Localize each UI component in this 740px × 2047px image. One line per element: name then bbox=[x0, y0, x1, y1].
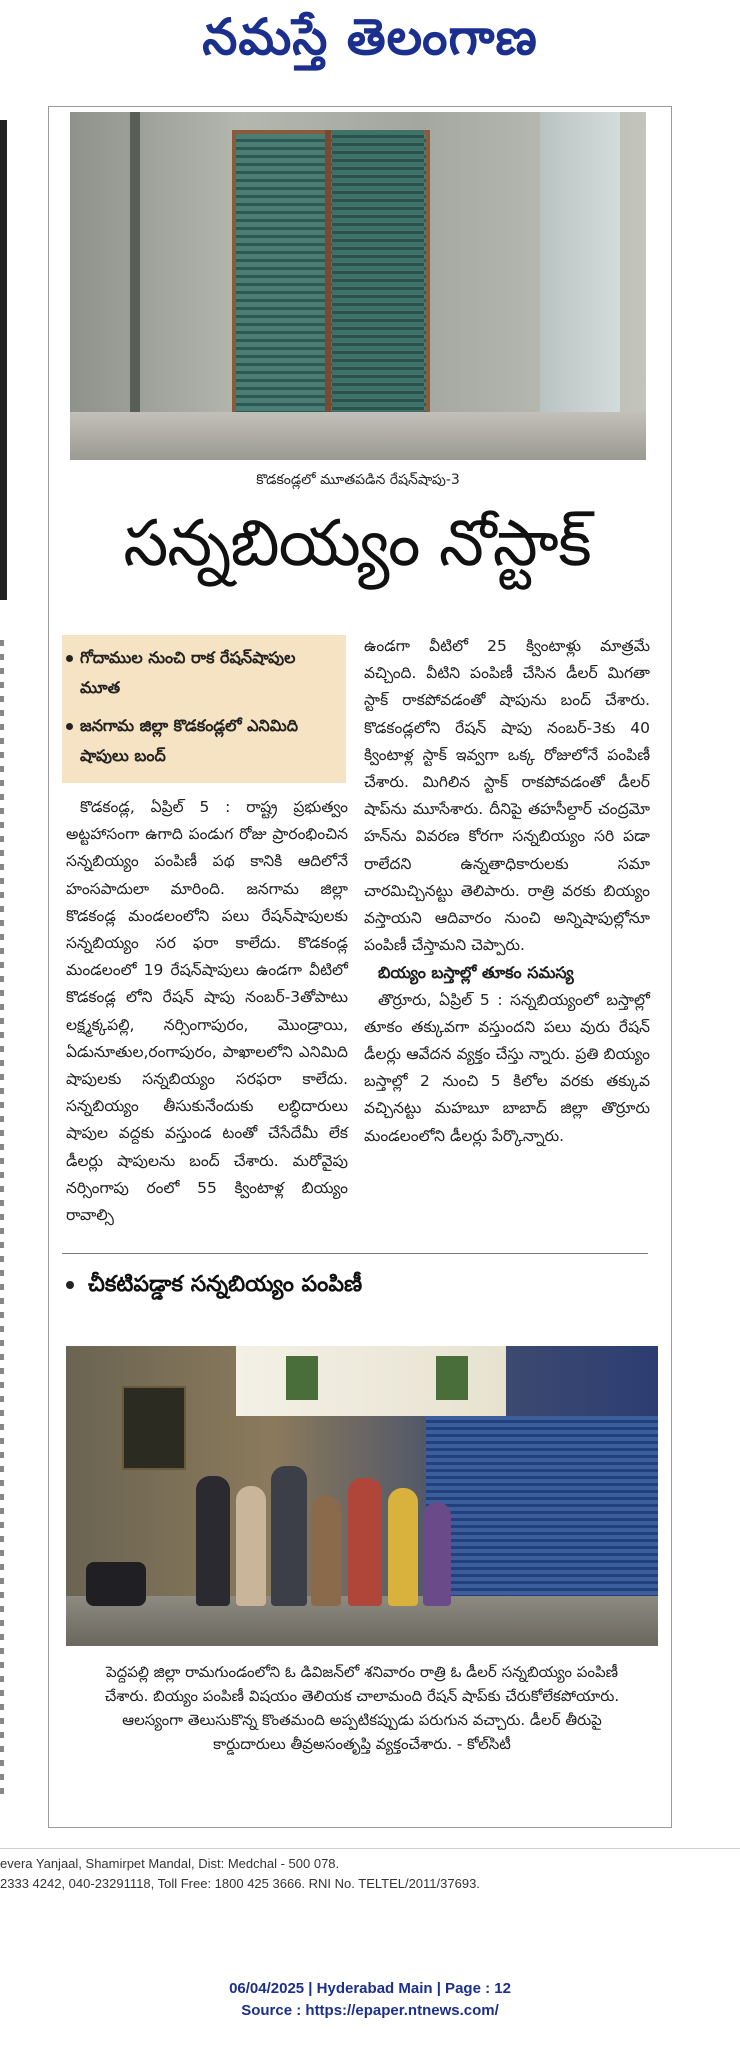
section-heading-text: చీకటిపడ్డాక సన్నబియ్యం పంపిణీ bbox=[88, 1272, 363, 1297]
article-headline: సన్నబియ్యం నోస్టాక్ bbox=[123, 507, 591, 581]
rice-distribution-photo bbox=[66, 1346, 658, 1646]
masthead-logo: నమస్తే తెలంగాణ bbox=[202, 7, 538, 66]
article-body-text: కొడకండ్ల, ఏప్రిల్ 5 : రాష్ట్ర ప్రభుత్వం అట్టహాసంగా ఉగాది పండుగ రోజు ప్రారంభించిన సన్నబియ్యం పంపిణీ పథ కానికి ఆదిలోనే హంసపాదులా మారింది. జనగామ జిల్లా కొడకండ్ల మండలంలోని పలు రేషన్‌షాపులకు సన్నబియ్యం సర ఫరా కాలేదు. కొడకండ్ల మండలంలో 19 రేషన్‌షాపులు ఉండగా వీటిలో కొడకండ్ల లోని రేషన్ షాపు నంబర్-3తోపాటు లక్ష్మక్కపల్లి, నర్సింగాపురం, మొండ్రాయి, ఏడునూతుల,రంగాపురం, పాఖాలలోని ఎనిమిది షాపులకు సన్నబియ్యం సరఫరా కాలేదు. సన్నబియ్యం తీసుకునేందుకు లబ్ధిదారులు షాపుల వద్దకు వస్తుండ టంతో చేసేదేమీ లేక డీలర్లు షాపులను బంద్ చేశారు. మరోవైపు నర్సింగాపు రంలో 55 క్వింటాళ్ల బియ్యం రావాల్సి bbox=[66, 798, 348, 1225]
article-body-text: తొర్రూరు, ఏప్రిల్ 5 : సన్నబియ్యంలో బస్తాల్లో తూకం తక్కువగా వస్తుందని పలు వురు రేషన్ డీలర్లు ఆవేదన వ్యక్తం చేస్తు న్నారు. ప్రతి బియ్యం బస్తాల్లో 2 నుంచి 5 కిలోల వరకు తక్కువ వచ్చినట్టు మహబూ బాబాద్ జిల్లా తొర్రూరు మండలంలోని డీలర్లు పేర్కొన్నారు. bbox=[364, 990, 650, 1145]
highlight-text: జనగామ జిల్లా కొడకండ్లలో ఎనిమిది షాపులు బంద్ bbox=[80, 716, 299, 765]
highlight-text: గోదాముల నుంచి రాక రేషన్‌షాపుల మూత bbox=[80, 648, 296, 697]
ration-shop-photo bbox=[70, 112, 646, 460]
article-column-2 bbox=[364, 633, 650, 1150]
source-link[interactable]: Source : https://epaper.ntnews.com/ bbox=[241, 2002, 499, 2019]
footer-address-line: 2333 4242, 040-23291118, Toll Free: 1800 425 3666. RNI No. TELTEL/2011/37693. bbox=[0, 1876, 480, 1891]
adjacent-column-edge bbox=[0, 120, 7, 600]
edition-info: 06/04/2025 | Hyderabad Main | Page : 12 bbox=[229, 1980, 511, 1997]
photo-caption: పెద్దపల్లి జిల్లా రామగుండంలోని ఓ డివిజన్‌లో శనివారం రాత్రి ఓ డీలర్ సన్నబియ్యం పంపిణీ చేశారు. బియ్యం పంపిణీ విషయం తెలియక చాలామంది రేషన్ షాప్‌కు చేరుకోలేకపోయారు. ఆలస్యంగా తెలుసుకొన్న కొంతమంది అప్పటికప్పుడు పరుగున వచ్చారు. డీలర్ తీరుపై కార్డుదారులు తీవ్రఅసంతృప్తి వ్యక్తంచేశారు. - కోల్‌సిటీ bbox=[104, 1663, 620, 1753]
footer-divider bbox=[0, 1848, 740, 1849]
section-divider bbox=[62, 1253, 648, 1254]
footer-address-line: evera Yanjaal, Shamirpet Mandal, Dist: Medchal - 500 078. bbox=[0, 1856, 340, 1871]
article-body-text: ఉండగా వీటిలో 25 క్వింటాళ్లు మాత్రమే వచ్చింది. వీటిని పంపిణీ చేసిన డీలర్ మిగతా స్టాక్ రాకపోవడంతో షాపును బంద్ చేశారు. కొడకండ్లలోని రేషన్ షాపు నంబర్-3కు 40 క్వింటాళ్ల స్టాక్ ఇవ్వగా ఒక్క రోజులోనే పంపిణీ చేశారు. మిగిలిన స్టాక్ రాకపోవడంతో డీలర్ షాప్‌ను మూసేశారు. దీనిపై తహసీల్దార్ చంద్రమో హన్‌ను వివరణ కోరగా సన్నబియ్యం సరి పడా రాలేదని ఉన్నతాధికారులకు సమా చారమిచ్చినట్టు తెలిపారు. రాత్రి వరకు బియ్యం వస్తాయని ఆదివారం నుంచి అన్నిషాపుల్లోనూ పంపిణీ చేస్తామని చెప్పారు. bbox=[364, 637, 650, 955]
section-heading bbox=[66, 1268, 650, 1302]
article-column-1 bbox=[66, 794, 348, 1229]
bullet-icon bbox=[66, 1281, 74, 1289]
adjacent-column-text-edge bbox=[0, 640, 4, 1800]
footer-address bbox=[0, 1854, 480, 1894]
bullet-icon bbox=[66, 655, 73, 662]
bullet-icon bbox=[66, 723, 73, 730]
highlights-box bbox=[62, 635, 346, 783]
article-subhead: బియ్యం బస్తాల్లో తూకం సమస్య bbox=[378, 963, 574, 983]
highlight-item bbox=[80, 643, 340, 703]
footer-source bbox=[0, 1978, 740, 2022]
photo-caption: కొడకండ్లలో మూతపడిన రేషన్‌షాపు-3 bbox=[256, 472, 460, 488]
highlight-item bbox=[80, 711, 340, 771]
